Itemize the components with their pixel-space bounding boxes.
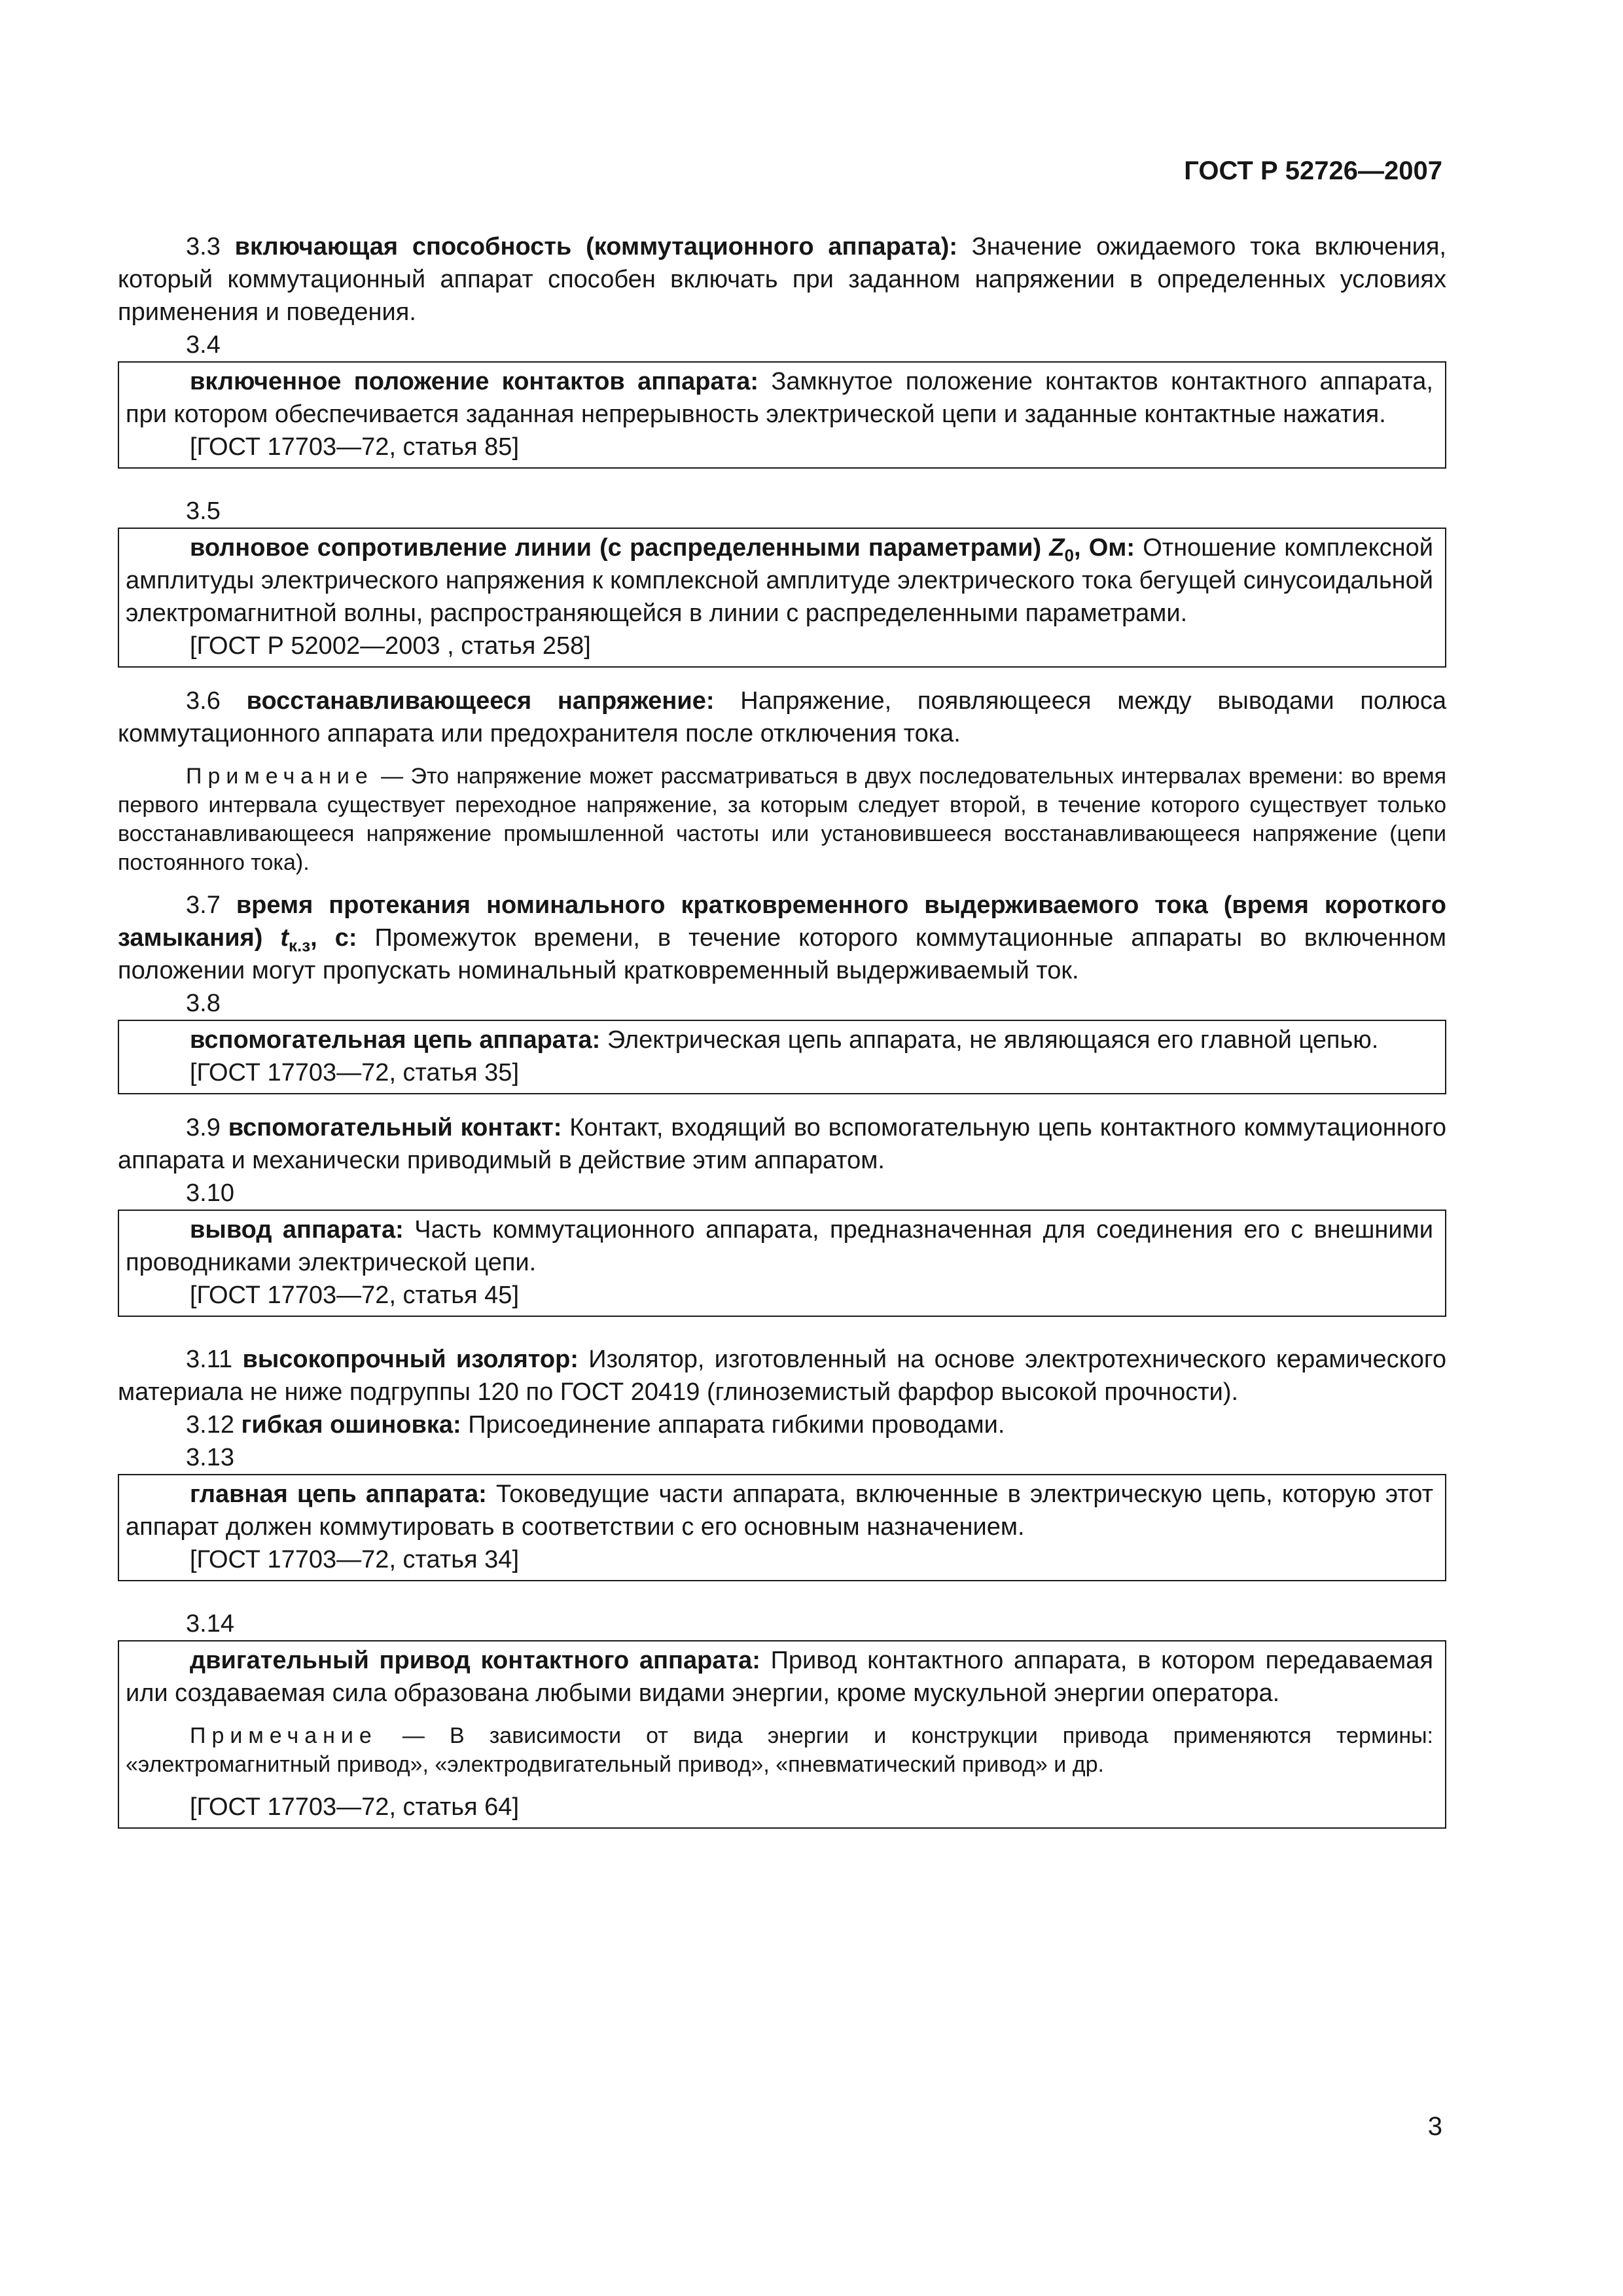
note-label: Примечание xyxy=(190,1723,378,1748)
term-box-3-5 xyxy=(118,528,1446,668)
term-entry-3-14 xyxy=(126,1644,1433,1710)
term-symbol-subscript: к.з xyxy=(289,935,311,956)
term-definition: Замкнутое положение контактов контактного аппарата, при котором обеспечивается заданная непрерывность электрической цепи и заданные контактные нажатия. xyxy=(126,368,1433,428)
entry-number-3-13: 3.13 xyxy=(186,1444,234,1471)
term-source: [ГОСТ 17703—72, статья 45] xyxy=(190,1282,519,1309)
term-entry-3-7 xyxy=(118,889,1446,987)
term-definition: Значение ожидаемого тока включения, который коммутационный аппарат способен включать при заданном напряжении в определенных условиях применения и поведения. xyxy=(118,233,1446,326)
term-definition: Привод контактного аппарата, в котором передаваемая или создаваемая сила образована любыми видами энергии, кроме мускульной энергии оператора. xyxy=(126,1647,1434,1707)
note-label: Примечание xyxy=(186,764,374,789)
page-number: 3 xyxy=(1427,2112,1442,2141)
term-box-3-13 xyxy=(118,1474,1446,1581)
term-definition: Промежуток времени, в течение которого коммутационные аппараты во включенном положении могут пропускать номинальный кратковременный выдерживаемый ток. xyxy=(118,924,1447,984)
entry-number: 3.3 xyxy=(186,233,221,260)
term-symbol: Z xyxy=(1049,534,1065,562)
term-symbol-subscript: 0 xyxy=(1064,545,1074,565)
term-note-3-6 xyxy=(118,762,1446,877)
term-definition: Изолятор, изготовленный на основе электротехнического керамического материала не ниже подгруппы 120 по ГОСТ 20419 (глиноземистый фарфор высокой прочности). xyxy=(118,1346,1446,1406)
entry-number: 3.9 xyxy=(186,1114,221,1141)
entry-number-3-8: 3.8 xyxy=(186,990,221,1017)
term-definition: Токоведущие части аппарата, включенные в электрическую цепь, которую этот аппарат должен коммутировать в соответствии с его основным назначением. xyxy=(126,1480,1433,1541)
entry-number-3-10: 3.10 xyxy=(186,1179,234,1207)
term-name: вывод аппарата: xyxy=(190,1216,404,1244)
term-name: вспомогательный контакт: xyxy=(228,1114,562,1141)
term-name: высокопрочный изолятор: xyxy=(242,1346,579,1373)
term-unit: , Ом: xyxy=(1073,534,1135,562)
term-symbol: t xyxy=(280,924,289,952)
term-definition: Электрическая цепь аппарата, не являющаяся его главной цепью. xyxy=(600,1026,1379,1054)
term-note-3-14 xyxy=(126,1721,1433,1779)
term-entry-3-11 xyxy=(118,1343,1446,1408)
entry-number: 3.6 xyxy=(186,687,221,715)
entry-number: 3.12 xyxy=(186,1411,234,1439)
note-text: — Это напряжение может рассматриваться в двух последовательных интервалах времени: во время первого интервала существует переходное напряжение, за которым следует второй, в течение которого существует только восстанавливающееся напряжение промышленной частоты или установившееся восстанавливающееся напряжение (цепи постоянного тока). xyxy=(118,764,1446,875)
term-definition: Присоединение аппарата гибкими проводами. xyxy=(461,1411,1005,1439)
term-entry-3-9 xyxy=(118,1111,1446,1177)
term-source: [ГОСТ 17703—72, статья 64] xyxy=(190,1793,519,1821)
term-name: вспомогательная цепь аппарата: xyxy=(190,1026,601,1054)
term-name: двигательный привод контактного аппарата: xyxy=(190,1647,760,1674)
term-unit: , с: xyxy=(310,924,357,952)
term-box-3-8 xyxy=(118,1020,1446,1094)
term-entry-3-12 xyxy=(118,1408,1446,1441)
entry-number-3-5: 3.5 xyxy=(186,497,221,525)
term-entry-3-5 xyxy=(126,531,1433,630)
entry-number: 3.7 xyxy=(186,891,221,919)
entry-number-3-4: 3.4 xyxy=(186,331,221,359)
term-name: восстанавливающееся напряжение: xyxy=(246,687,715,715)
term-name: гибкая ошиновка: xyxy=(241,1411,461,1439)
note-text: — В зависимости от вида энергии и конструкции привода применяются термины: «электромагнитный привод», «электродвигательный привод», «пневматический привод» и др. xyxy=(126,1723,1433,1777)
term-entry-3-4 xyxy=(126,365,1433,431)
entry-number: 3.11 xyxy=(186,1346,233,1373)
term-entry-3-10 xyxy=(126,1213,1433,1279)
term-source: [ГОСТ Р 52002—2003 , статья 258] xyxy=(190,632,591,660)
term-name: включающая способность (коммутационного аппарата): xyxy=(234,233,957,260)
term-box-3-14 xyxy=(118,1640,1446,1829)
term-name: главная цепь аппарата: xyxy=(190,1480,487,1508)
term-entry-3-6 xyxy=(118,685,1446,750)
term-definition: Часть коммутационного аппарата, предназначенная для соединения его с внешними проводниками электрической цепи. xyxy=(126,1216,1433,1276)
term-definition: Напряжение, появляющееся между выводами полюса коммутационного аппарата или предохранителя после отключения тока. xyxy=(118,687,1447,747)
term-source: [ГОСТ 17703—72, статья 34] xyxy=(190,1546,519,1573)
term-box-3-4 xyxy=(118,361,1446,469)
term-name: волновое сопротивление линии (с распределенными параметрами) xyxy=(190,534,1050,562)
term-definition: Контакт, входящий во вспомогательную цепь контактного коммутационного аппарата и механически приводимый в действие этим аппаратом. xyxy=(118,1114,1446,1174)
term-definition: Отношение комплексной амплитуды электрического напряжения к комплексной амплитуде электрического тока бегущей синусоидальной электромагнитной волны, распространяющейся в линии с распределенными параметрами. xyxy=(126,534,1433,627)
term-box-3-10 xyxy=(118,1210,1446,1317)
term-name: время протекания номинального кратковременного выдерживаемого тока (время короткого замыкания) xyxy=(118,891,1446,952)
document-code-header: ГОСТ Р 52726—2007 xyxy=(1184,156,1442,185)
term-name: включенное положение контактов аппарата: xyxy=(190,368,759,395)
term-entry-3-8 xyxy=(126,1024,1433,1056)
term-entry-3-13 xyxy=(126,1478,1433,1543)
term-source: [ГОСТ 17703—72, статья 35] xyxy=(190,1059,519,1086)
term-entry-3-3 xyxy=(118,230,1446,329)
terms-content xyxy=(118,230,1446,1829)
entry-number-3-14: 3.14 xyxy=(186,1610,234,1638)
term-source: [ГОСТ 17703—72, статья 85] xyxy=(190,433,519,461)
